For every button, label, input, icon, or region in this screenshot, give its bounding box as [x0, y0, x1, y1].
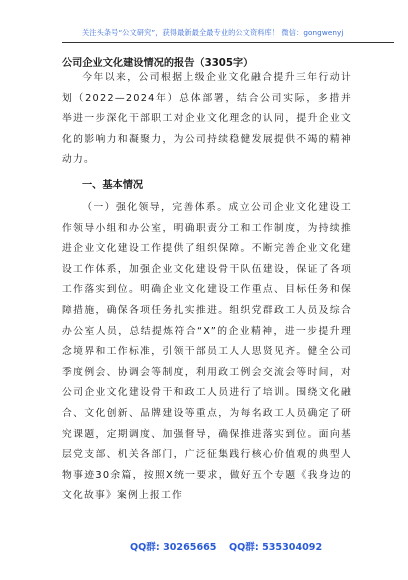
body-paragraph — [62, 198, 352, 507]
body-text: （一）强化领导，完善体系。成立公司企业文化建设工作领导小组和办公室，明确职责分工和工作制度，为持续推进企业文化建设工作提供了组织保障。不断完善企业文化建设工作体系，加强企业文化建设骨干队伍建设，保证了各项工作落实到位。明确企业文化建设工作重点、目标任务和保障措施，确保各项任务扎实推进。组织党群政工人员及综合办公室人员，总结提炼符合“X”的企业精神，进一步提升理念境界和工作标准，引领干部员工人人思贤见齐。健全公司季度例会、协调会等制度，利用政工例会交流会等时间，对公司企业文化建设骨干和政工人员进行了培训。围绕文化融合、文化创新、品牌建设等重点，为每名政工人员确定了研究课题，定期调度、加强督导，确保推进落实到位。面向基层党支部、机关各部门，广泛征集践行核心价值观的典型人物事迹30余篇，按照X统一要求，做好五个专题《我身边的文化故事》案例上报工作 — [62, 202, 352, 502]
header-promo-note: 关注头条号“公文研究”，获得最新最全最专业的公文资料库！ 微信：gongwenyj — [82, 28, 344, 37]
section-heading: 一、基本情况 — [82, 180, 144, 191]
footer-qq-group-1: QQ群: 30265665 — [130, 542, 217, 553]
intro-text: 今年以来，公司根据上级企业文化融合提升三年行动计划（2022—2024年）总体部署，结合公司实际，多措并举进一步深化干部职工对企业文化理念的认同，提升企业文化的影响力和凝聚力，为公司持续稳健发展提供不竭的精神动力。 — [62, 72, 352, 166]
footer-qq-group-2: QQ群: 535304092 — [229, 542, 323, 553]
intro-paragraph — [62, 68, 352, 171]
document-title: 公司企业文化建设情况的报告（3305字） — [62, 58, 254, 69]
header-divider — [62, 42, 394, 43]
